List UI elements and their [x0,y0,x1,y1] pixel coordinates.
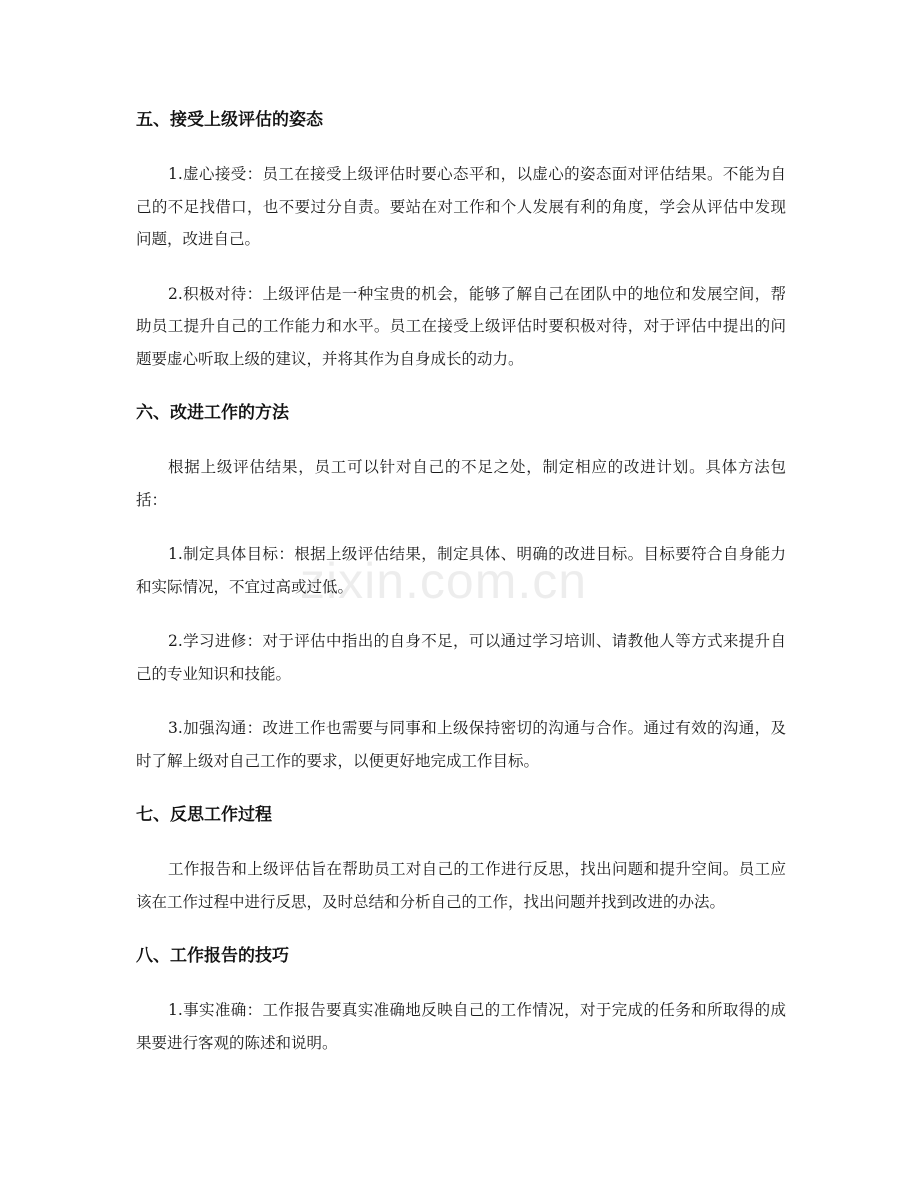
section-5 [136,104,786,375]
paragraph: 1.事实准确：工作报告要真实准确地反映自己的工作情况，对于完成的任务和所取得的成果要进行客观的陈述和说明。 [136,1001,786,1052]
section-heading: 八、工作报告的技巧 [136,946,289,966]
paragraph: 2.积极对待：上级评估是一种宝贵的机会，能够了解自己在团队中的地位和发展空间，帮助员工提升自己的工作能力和水平。员工在接受上级评估时要积极对待，对于评估中提出的问题要虚心听取上级的建议，并将其作为自身成长的动力。 [136,284,786,368]
section-heading: 七、反思工作过程 [136,805,272,825]
section-heading: 六、改进工作的方法 [136,403,289,423]
section-8 [136,940,786,1059]
document-body [136,104,786,1081]
section-7 [136,799,786,918]
watermark: zixin.com.cn [300,553,588,609]
paragraph: 3.加强沟通：改进工作也需要与同事和上级保持密切的沟通与合作。通过有效的沟通，及时了解上级对自己工作的要求，以便更好地完成工作目标。 [136,719,786,770]
paragraph: 1.虚心接受：员工在接受上级评估时要心态平和，以虚心的姿态面对评估结果。不能为自己的不足找借口，也不要过分自责。要站在对工作和个人发展有利的角度，学会从评估中发现问题，改进自己。 [136,165,786,248]
paragraph: 工作报告和上级评估旨在帮助员工对自己的工作进行反思，找出问题和提升空间。员工应该在工作过程中进行反思，及时总结和分析自己的工作，找出问题并找到改进的办法。 [136,860,786,911]
section-heading: 五、接受上级评估的姿态 [136,110,323,130]
paragraph: 1.制定具体目标：根据上级评估结果，制定具体、明确的改进目标。目标要符合自身能力和实际情况，不宜过高或过低。 [136,545,786,596]
paragraph: 2.学习进修：对于评估中指出的自身不足，可以通过学习培训、请教他人等方式来提升自己的专业知识和技能。 [136,632,786,683]
paragraph: 根据上级评估结果，员工可以针对自己的不足之处，制定相应的改进计划。具体方法包括： [136,458,786,509]
section-6 [136,397,786,777]
